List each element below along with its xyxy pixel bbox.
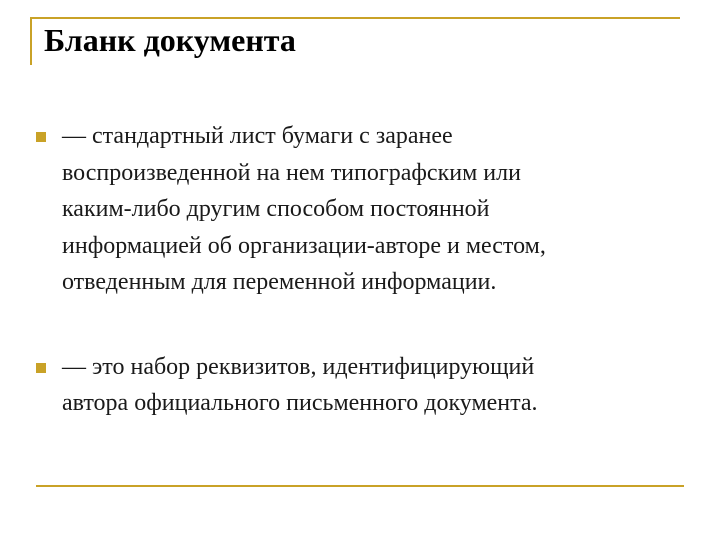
bullet-item xyxy=(36,349,686,422)
bullet-text: — стандартный лист бумаги с заранее воспроизведенной на нем типографским или каким-либо другим способом постоянной информацией об организации-авторе и местом, отведенным для переменной информации. xyxy=(62,123,546,295)
title-rule-left xyxy=(30,17,32,65)
slide-title: Бланк документа xyxy=(44,22,296,58)
square-bullet-icon xyxy=(36,132,46,142)
bottom-rule xyxy=(36,485,684,487)
bullet-item xyxy=(36,118,686,301)
bullet-list xyxy=(36,118,686,422)
bullet-text: — это набор реквизитов, идентифицирующий автора официального письменного документа. xyxy=(62,353,538,416)
square-bullet-icon xyxy=(36,363,46,373)
